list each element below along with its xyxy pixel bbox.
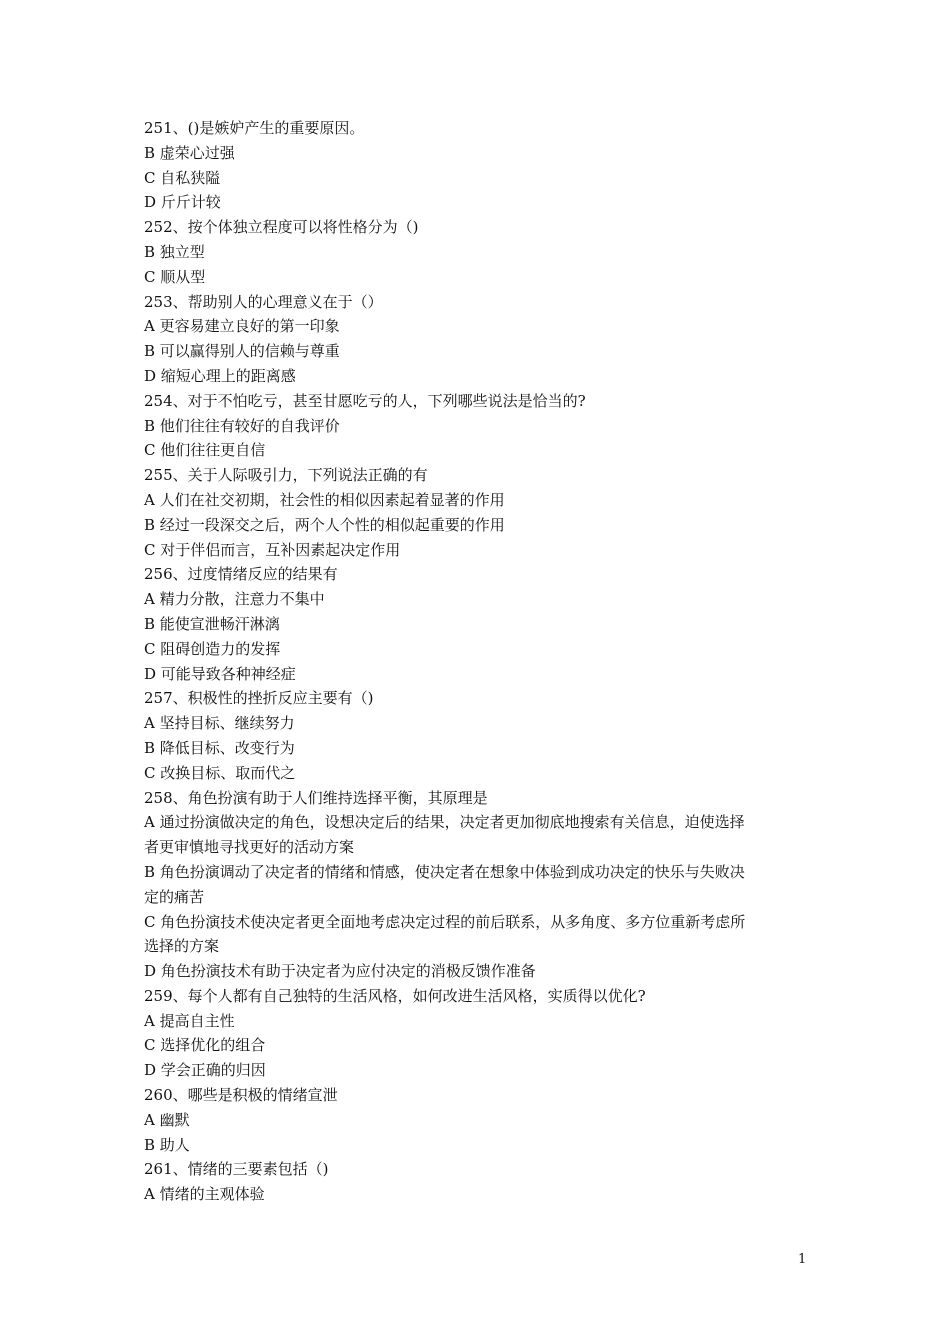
text-line: B 虚荣心过强 [144,143,235,162]
text-line: B 角色扮演调动了决定者的情绪和情感，使决定者在想象中体验到成功决定的快乐与失败决 [144,862,745,881]
text-line: B 独立型 [144,242,205,261]
text-line: B 降低目标、改变行为 [144,738,295,757]
text-line: B 经过一段深交之后，两个人个性的相似起重要的作用 [144,515,505,534]
text-line: A 更容易建立良好的第一印象 [144,317,340,336]
text-line: C 他们往往更自信 [144,441,266,460]
text-line: 258、角色扮演有助于人们维持选择平衡，其原理是 [144,788,488,807]
text-line: A 情绪的主观体验 [144,1185,265,1204]
document-body [144,116,810,1207]
text-line: 定的痛苦 [144,887,205,906]
text-line: D 角色扮演技术有助于决定者为应付决定的消极反馈作准备 [144,962,536,981]
text-line: 255、关于人际吸引力，下列说法正确的有 [144,466,428,485]
text-line: 者更审慎地寻找更好的活动方案 [144,838,355,857]
page-number: 1 [798,1252,807,1267]
text-line: D 缩短心理上的距离感 [144,366,296,385]
text-line: 259、每个人都有自己独特的生活风格，如何改进生活风格，实质得以优化? [144,986,646,1005]
text-line: D 可能导致各种神经症 [144,664,296,683]
text-line: B 可以赢得别人的信赖与尊重 [144,342,340,361]
text-line: C 选择优化的组合 [144,1036,266,1055]
text-line: B 能使宣泄畅汗淋漓 [144,614,280,633]
text-line: A 坚持目标、继续努力 [144,714,295,733]
text-line: C 对于伴侣而言，互补因素起决定作用 [144,540,401,559]
text-line: 253、帮助别人的心理意义在于（） [144,292,383,311]
text-line: 252、按个体独立程度可以将性格分为（) [144,218,419,237]
text-line: A 通过扮演做决定的角色，设想决定后的结果，决定者更加彻底地搜索有关信息，迫使选择 [144,813,745,832]
text-line: 选择的方案 [144,937,220,956]
text-line: 251、()是嫉妒产生的重要原因。 [144,119,365,137]
text-line: 254、对于不怕吃亏，甚至甘愿吃亏的人，下列哪些说法是恰当的? [144,391,586,410]
text-line: B 他们往往有较好的自我评价 [144,416,340,435]
text-line: D 学会正确的归因 [144,1061,266,1080]
text-line: B 助人 [144,1135,190,1154]
text-line: 257、积极性的挫折反应主要有（) [144,689,374,708]
text-line: C 改换目标、取而代之 [144,763,296,782]
text-line: D 斤斤计较 [144,193,221,212]
text-line: 256、过度情绪反应的结果有 [144,565,338,584]
text-line: C 自私狭隘 [144,168,221,187]
text-line: C 顺从型 [144,267,206,286]
text-line: A 精力分散，注意力不集中 [144,590,325,609]
text-line: 260、哪些是积极的情绪宣泄 [144,1086,338,1105]
text-line: A 提高自主性 [144,1011,235,1030]
text-line: A 人们在社交初期，社会性的相似因素起着显著的作用 [144,490,505,509]
text-line: 261、情绪的三要素包括（) [144,1160,329,1179]
text-line: C 角色扮演技术使决定者更全面地考虑决定过程的前后联系，从多角度、多方位重新考虑所 [144,912,746,931]
text-line: C 阻碍创造力的发挥 [144,639,281,658]
text-line: A 幽默 [144,1110,190,1129]
